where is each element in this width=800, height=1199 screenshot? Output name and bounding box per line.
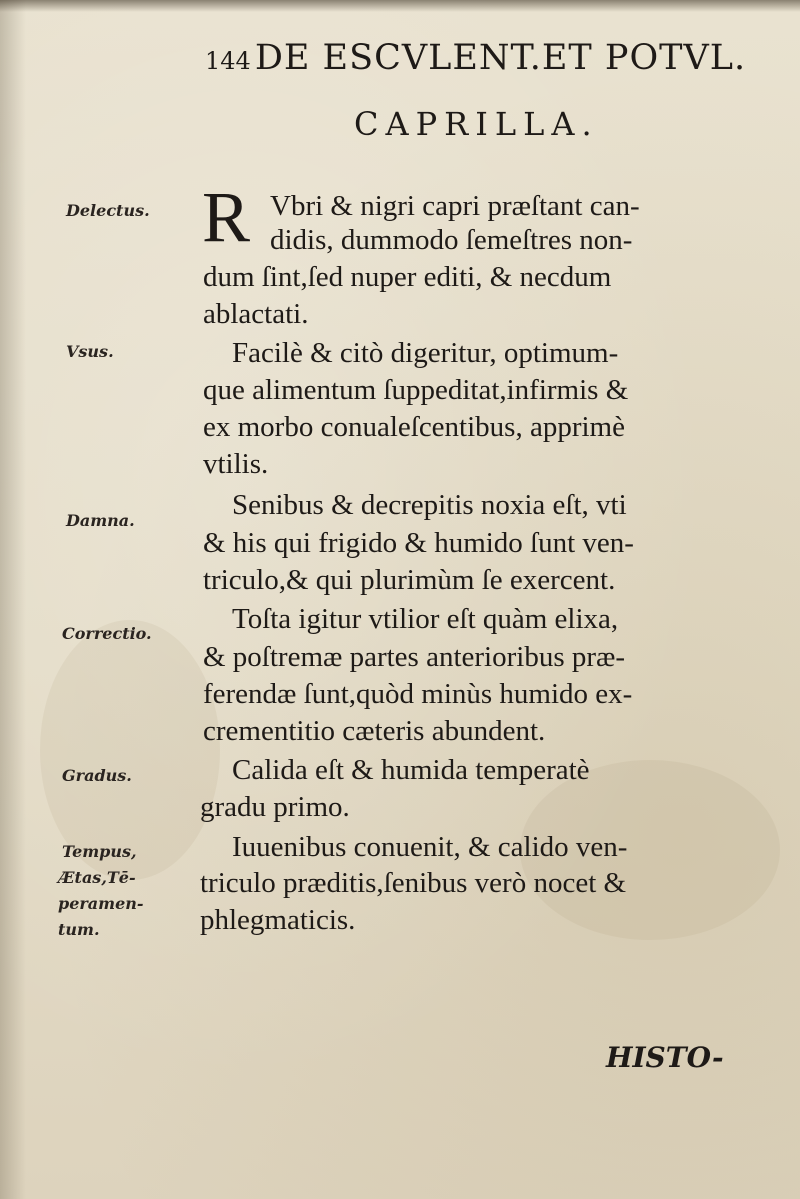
margin-note-delectus: Delectus. (66, 201, 150, 220)
text-line: ex morbo conualeſcentibus, apprimè (203, 411, 625, 443)
margin-note-correctio: Correctio. (62, 624, 152, 643)
text-line: ablactati. (203, 298, 309, 330)
margin-note-aetas: Ætas,Tē- (58, 868, 136, 887)
catchword: HISTO- (606, 1041, 724, 1074)
running-head (205, 34, 765, 82)
margin-note-damna: Damna. (66, 511, 135, 530)
page-top-shadow (0, 0, 800, 12)
margin-note-tempus: Tempus, (62, 842, 137, 861)
running-title: DE ESCVLENT.ET POTVL. (254, 38, 747, 78)
margin-note-usus: Vsus. (66, 342, 114, 361)
text-line: Vbri & nigri capri præſtant can- (270, 190, 640, 222)
text-line: phlegmaticis. (200, 904, 356, 936)
text-line: didis, dummodo ſemeſtres non- (270, 224, 633, 256)
text-line: Senibus & decrepitis noxia eſt, vti (232, 489, 627, 521)
text-line: que alimentum ſuppeditat,infirmis & (203, 374, 629, 406)
margin-note-tum: tum. (58, 920, 100, 939)
text-line: & his qui frigido & humido ſunt ven- (203, 527, 634, 559)
section-heading: CAPRILLA. (354, 105, 599, 143)
text-line: dum ſint,ſed nuper editi, & necdum (203, 261, 612, 293)
text-line: Toſta igitur vtilior eſt quàm elixa, (232, 603, 619, 635)
page-number: 144 (205, 47, 251, 75)
text-line: ferendæ ſunt,quòd minùs humido ex- (203, 678, 633, 710)
text-line: triculo præditis,ſenibus verò nocet & (200, 867, 627, 899)
text-line: vtilis. (203, 448, 269, 480)
text-line: gradu primo. (200, 791, 350, 823)
drop-cap: R (202, 177, 251, 257)
text-line: & poſtremæ partes anterioribus præ- (203, 641, 626, 673)
page-gutter-shadow (0, 0, 26, 1199)
text-line: crementitio cæteris abundent. (203, 715, 546, 747)
margin-note-temperamen: peramen- (58, 894, 144, 913)
text-line: Iuuenibus conuenit, & calido ven- (232, 831, 628, 863)
margin-note-gradus: Gradus. (62, 766, 132, 785)
text-line: Facilè & citò digeritur, optimum- (232, 337, 619, 369)
text-line: triculo,& qui plurimùm ſe exercent. (203, 564, 616, 596)
text-line: Calida eſt & humida temperatè (232, 754, 590, 786)
